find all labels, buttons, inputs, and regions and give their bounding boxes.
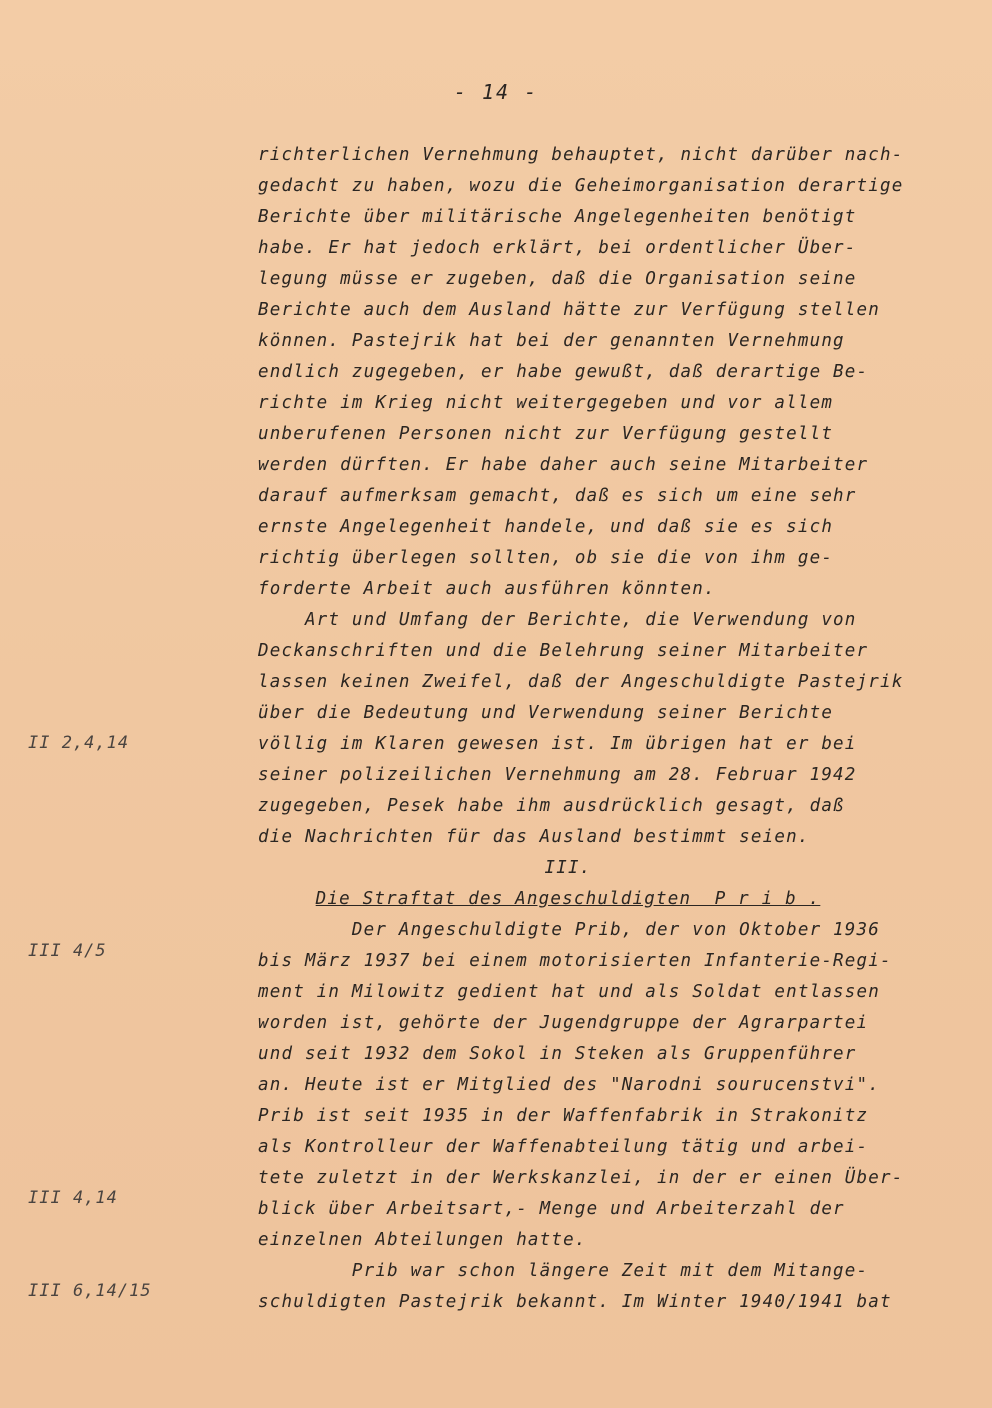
text-line: ment in Milowitz gedient hat und als Soldat entlassen: [258, 982, 881, 1002]
section-heading-text: Die Straftat des Angeschuldigten P r i b .: [315, 889, 821, 909]
text-line: schuldigten Pastejrik bekannt. Im Winter 1940/1941 bat: [258, 1292, 892, 1312]
text-line: richterlichen Vernehmung behauptet, nicht darüber nach-: [258, 145, 904, 165]
text-line: blick über Arbeitsart,- Menge und Arbeiterzahl der: [258, 1199, 845, 1219]
text-line: legung müsse er zugeben, daß die Organisation seine: [258, 269, 857, 289]
margin-note: II 2,4,14: [28, 733, 130, 753]
margin-note: III 6,14/15: [28, 1281, 152, 1301]
text-line: Prib war schon längere Zeit mit dem Mitange-: [258, 1261, 869, 1281]
text-line: habe. Er hat jedoch erklärt, bei ordentlicher Über-: [258, 238, 857, 258]
section-number: III.: [544, 858, 592, 878]
text-line: seiner polizeilichen Vernehmung am 28. Februar 1942: [258, 765, 857, 785]
text-line: darauf aufmerksam gemacht, daß es sich um eine sehr: [258, 486, 857, 506]
text-line: lassen keinen Zweifel, daß der Angeschuldigte Pastejrik: [258, 672, 904, 692]
document-body: [258, 140, 978, 1318]
page-number: - 14 -: [453, 80, 539, 104]
text-line: forderte Arbeit auch ausführen könnten.: [258, 579, 716, 599]
text-line: als Kontrolleur der Waffenabteilung tätig und arbei-: [258, 1137, 869, 1157]
text-line: werden dürften. Er habe daher auch seine Mitarbeiter: [258, 455, 869, 475]
text-line: endlich zugegeben, er habe gewußt, daß derartige Be-: [258, 362, 869, 382]
text-line: Berichte auch dem Ausland hätte zur Verfügung stellen: [258, 300, 881, 320]
text-line: völlig im Klaren gewesen ist. Im übrigen hat er bei: [258, 734, 857, 754]
text-line: an. Heute ist er Mitglied des "Narodni sourucenstvi".: [258, 1075, 881, 1095]
text-line: Der Angeschuldigte Prib, der von Oktober 1936: [258, 920, 881, 940]
text-line: unberufenen Personen nicht zur Verfügung gestellt: [258, 424, 834, 444]
text-line: ernste Angelegenheit handele, und daß sie es sich: [258, 517, 834, 537]
margin-note: III 4,14: [28, 1188, 118, 1208]
text-line: und seit 1932 dem Sokol in Steken als Gruppenführer: [258, 1044, 857, 1064]
text-line: Deckanschriften und die Belehrung seiner Mitarbeiter: [258, 641, 869, 661]
margin-note: III 4/5: [28, 941, 107, 961]
section-heading: [258, 884, 978, 915]
text-line: können. Pastejrik hat bei der genannten Vernehmung: [258, 331, 845, 351]
text-line: Art und Umfang der Berichte, die Verwendung von: [258, 610, 857, 630]
text-line: zugegeben, Pesek habe ihm ausdrücklich gesagt, daß: [258, 796, 845, 816]
text-line: richtig überlegen sollten, ob sie die von ihm ge-: [258, 548, 834, 568]
text-line: tete zuletzt in der Werkskanzlei, in der er einen Über-: [258, 1168, 904, 1188]
text-line: über die Bedeutung und Verwendung seiner Berichte: [258, 703, 834, 723]
text-line: bis März 1937 bei einem motorisierten Infanterie-Regi-: [258, 951, 892, 971]
text-line: die Nachrichten für das Ausland bestimmt seien.: [258, 827, 810, 847]
text-line: richte im Krieg nicht weitergegeben und vor allem: [258, 393, 834, 413]
text-line: gedacht zu haben, wozu die Geheimorganisation derartige: [258, 176, 904, 196]
text-line: worden ist, gehörte der Jugendgruppe der Agrarpartei: [258, 1013, 869, 1033]
text-line: einzelnen Abteilungen hatte.: [258, 1230, 587, 1250]
text-line: Prib ist seit 1935 in der Waffenfabrik in Strakonitz: [258, 1106, 869, 1126]
text-line: Berichte über militärische Angelegenheiten benötigt: [258, 207, 857, 227]
